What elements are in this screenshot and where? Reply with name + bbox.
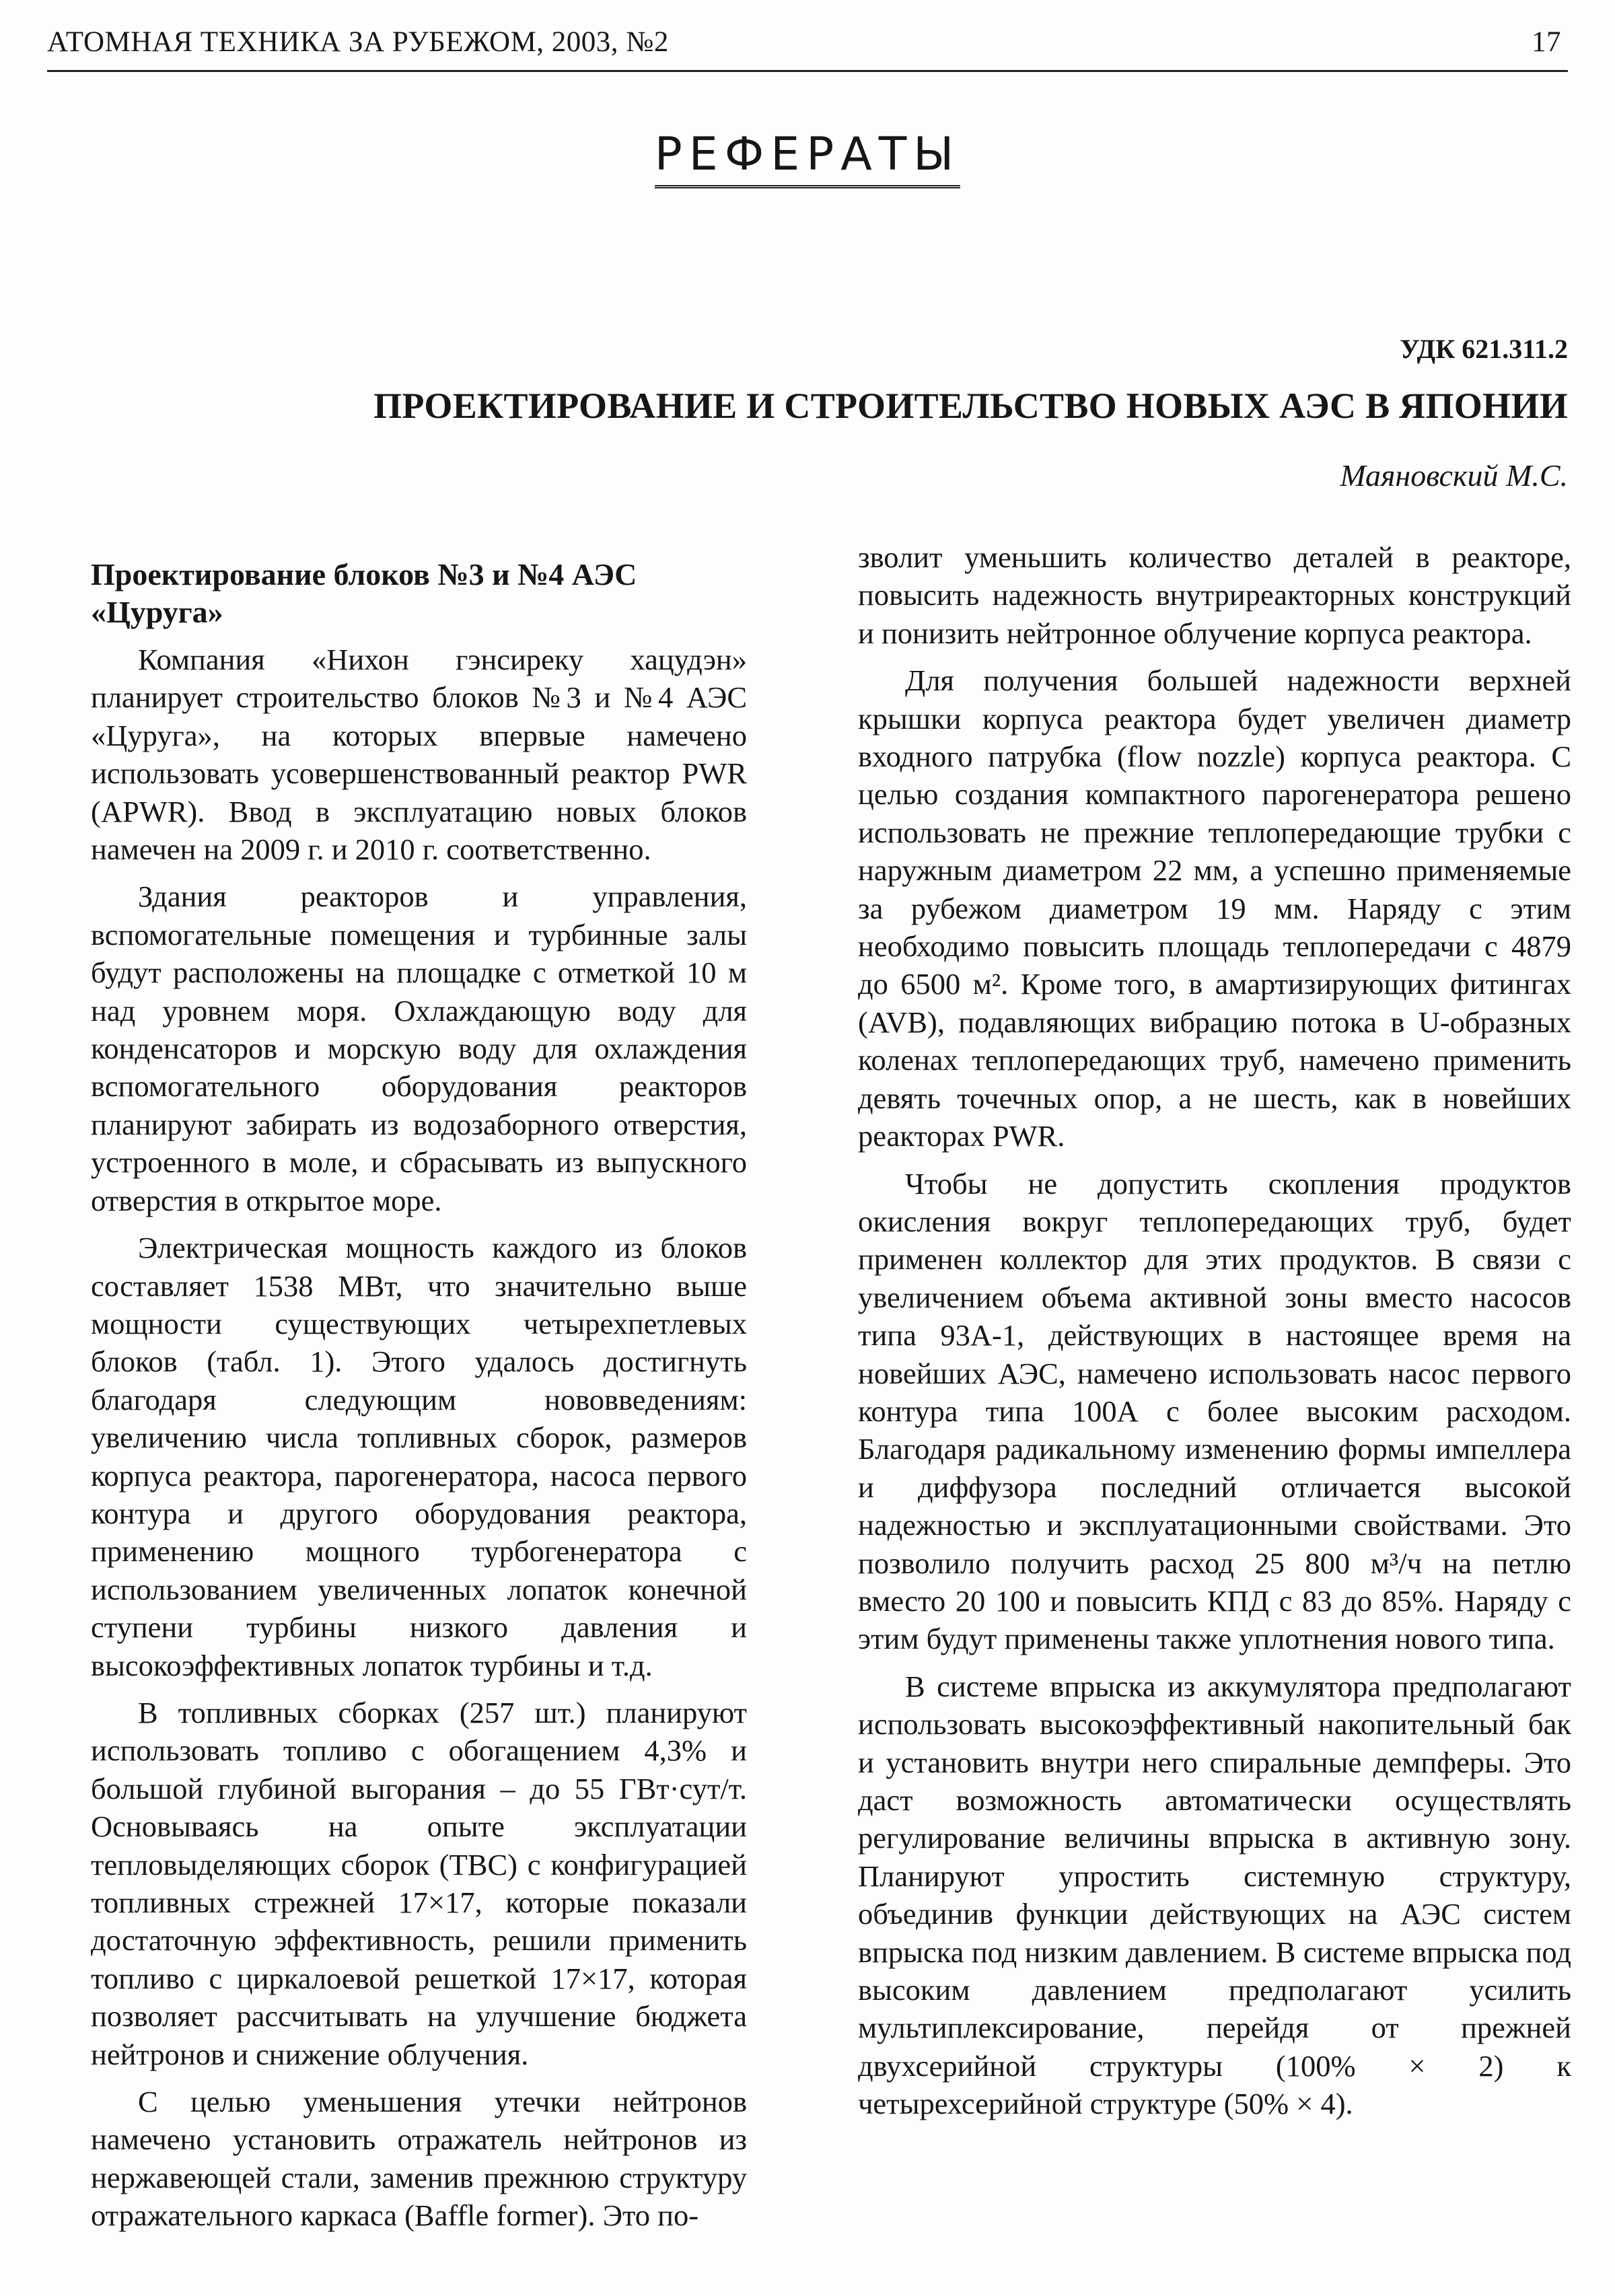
article-title: ПРОЕКТИРОВАНИЕ И СТРОИТЕЛЬСТВО НОВЫХ АЭС В ЯПОНИИ (373, 386, 1568, 426)
paragraph: В топливных сборках (257 шт.) планируют использовать топливо с обогащением 4,3% и большой глубиной выгорания – до 55 ГВт·сут/т. Основываясь на опыте эксплуатации тепловыделяющих сборок (ТВС) с конфигурацией топливных стрежней 17×17, которые показали достаточную эффективность, решили применить топливо с циркалоевой решеткой 17×17, которая позволяет рассчитывать на улучшение бюджета нейтронов и снижение облучения. (91, 1695, 747, 2071)
running-header (47, 20, 1568, 74)
paragraph: Для получения большей надежности верхней крышки корпуса реактора будет увеличен диаметр входного патрубка (flow nozzle) корпуса реактора. С целью создания компактного парогенератора решено использовать не прежние теплопередающие трубки с наружным диаметром 22 мм, а успешно применяемые за рубежом диаметром 19 мм. Наряду с этим необходимо повысить площадь теплопередачи с 4879 до 6500 м². Кроме того, в амартизирующих фитингах (AVB), подавляющих вибрацию потока в U-образных коленах теплопередающих труб, намечено применить девять точечных опор, а не шесть, как в новейших реакторах PWR. (858, 663, 1571, 1153)
page-number: 17 (1532, 26, 1561, 58)
journal-title: АТОМНАЯ ТЕХНИКА ЗА РУБЕЖОМ, 2003, №2 (47, 26, 669, 58)
udc-code: УДК 621.311.2 (1400, 334, 1568, 364)
section-title-text: РЕФЕРАТЫ (655, 128, 961, 188)
paragraph: Здания реакторов и управления, вспомогательные помещения и турбинные залы будут расположены на площадке с отметкой 10 м над уровнем моря. Охлаждающую воду для конденсаторов и морскую воду для охлаждения вспомогательного оборудования реакторов планируют забирать из водозаборного отверстия, устроенного в моле, и сбрасывать из выпускного отверстия в открытое море. (91, 880, 747, 1217)
left-column (91, 538, 747, 2244)
right-column (858, 538, 1571, 2132)
paragraph: Электрическая мощность каждого из блоков составляет 1538 МВт, что значительно выше мощности существующих четырехпетлевых блоков (табл. 1). Этого удалось достигнуть благодаря следующим нововведениям: увеличению числа топливных сборок, размеров корпуса реактора, парогенератора, насоса первого контура и другого оборудования реактора, применению мощного турбогенератора с использованием увеличенных лопаток конечной ступени турбины низкого давления и высокоэффективных лопаток турбины и т.д. (91, 1231, 747, 1682)
paragraph: Компания «Нихон гэнсиреку хацудэн» планирует строительство блоков №3 и №4 АЭС «Цуруга», на которых впервые намечено использовать усовершенствованный реактор PWR (APWR). Ввод в эксплуатацию новых блоков намечен на 2009 г. и 2010 г. соответственно. (91, 643, 747, 867)
paragraph: Чтобы не допустить скопления продуктов окисления вокруг теплопередающих труб, будет применен коллектор для этих продуктов. В связи с увеличением объема активной зоны вместо насосов типа 93А-1, действующих в настоящее время на новейших АЭС, намечено использовать насос первого контура типа 100А с более высоким расходом. Благодаря радикальному изменению формы импеллера и диффузора последний отличается высокой надежностью и эксплуатационными свойствами. Это позволило получить расход 25 800 м³/ч на петлю вместо 20 100 и повысить КПД с 83 до 85%. Наряду с этим будут применены также уплотнения нового типа. (858, 1166, 1571, 1656)
header-rule (47, 70, 1568, 72)
paragraph: зволит уменьшить количество деталей в реакторе, повысить надежность внутриреакторных конструкций и понизить нейтронное облучение корпуса реактора. (858, 540, 1571, 650)
section-title (0, 128, 1615, 188)
paragraph: В системе впрыска из аккумулятора предполагают использовать высокоэффективный накопительный бак и установить внутри него спиральные демпферы. Это даст возможность автоматически осуществлять регулирование величины впрыска в активную зону. Планируют упростить системную структуру, объединив функции действующих на АЭС систем впрыска под низким давлением. В системе впрыска под высоким давлением предполагают усилить мультиплексирование, перейдя от прежней двухсерийной структуры (100% × 2) к четырехсерийной структуре (50% × 4). (858, 1669, 1571, 2121)
paragraph: С целью уменьшения утечки нейтронов намечено установить отражатель нейтронов из нержавеющей стали, заменив прежнюю структуру отражательного каркаса (Baffle former). Это по- (91, 2085, 747, 2233)
subheading: Проектирование блоков №3 и №4 АЭС «Цуруга» (91, 557, 637, 629)
article-author: Маяновский М.С. (1340, 458, 1568, 493)
